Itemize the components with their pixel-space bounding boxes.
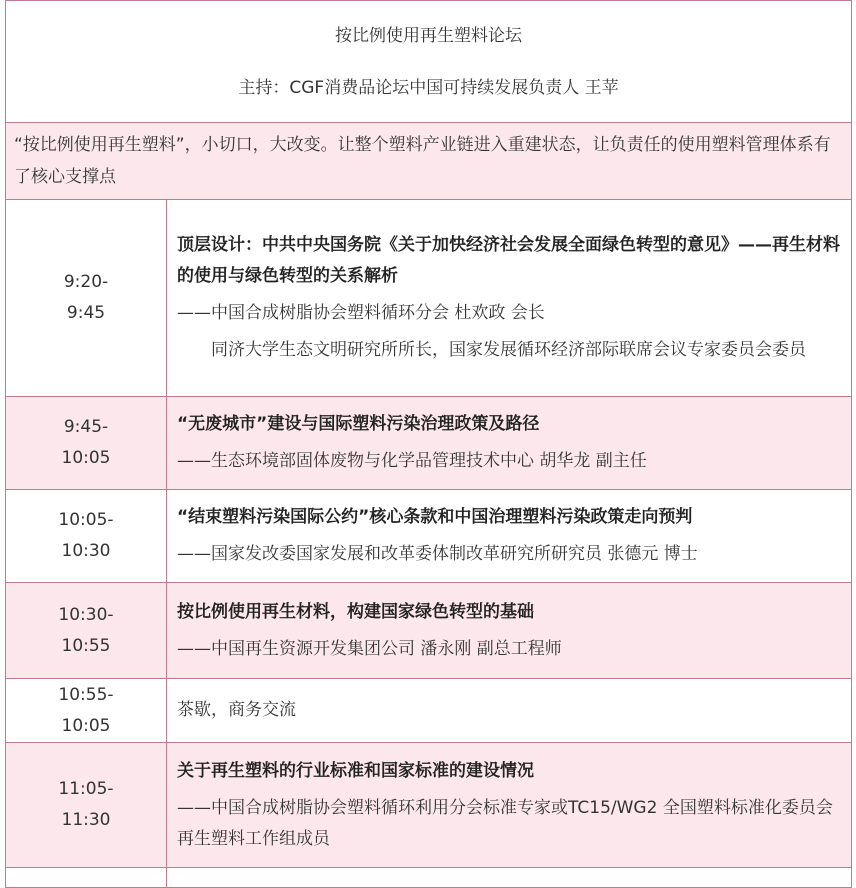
time-end: 10:55 [61,635,111,656]
session-content [167,490,852,583]
time-end: 9:45 [66,303,106,323]
forum-intro: “按比例使用再生塑料”，小切口，大改变。让整个塑料产业链进入重建状态，让负责任的使用塑料管理体系有了核心支撑点 [6,123,852,200]
time-end: 10:05 [61,715,111,736]
forum-header-row [6,1,852,123]
forum-host: 主持：CGF消费品论坛中国可持续发展负责人 王苹 [238,77,619,98]
forum-intro-row [6,123,852,200]
session-time [6,490,167,583]
session-time [6,583,167,679]
session-speaker: ——生态环境部固体废物与化学品管理技术中心 胡华龙 副主任 [177,451,647,471]
session-speaker-extra: 同济大学生态文明研究所所长，国家发展循环经济部际联席会议专家委员会委员 [211,340,806,360]
time-start: 10:05- [58,510,114,530]
session-content [167,200,852,397]
time-start: 9:20- [63,272,109,292]
table-row [6,583,852,679]
forum-title: 按比例使用再生塑料论坛 [335,25,522,46]
session-time [6,200,167,397]
table-row [6,200,852,397]
session-speaker: ——中国再生资源开发集团公司 潘永刚 副总工程师 [177,638,562,659]
time-end: 10:05 [61,448,111,468]
forum-header-cell [6,1,852,123]
session-title: 关于再生塑料的行业标准和国家标准的建设情况 [177,760,534,781]
session-time [6,679,167,743]
session-title: “无废城市”建设与国际塑料污染治理政策及路径 [177,414,540,434]
session-content [167,743,852,868]
session-title: “结束塑料污染国际公约”核心条款和中国治理塑料污染政策走向预判 [177,507,693,527]
session-speaker: ——中国合成树脂协会塑料循环利用分会标准专家或TC15/WG2 全国塑料标准化委员会再生塑料工作组成员 [177,797,833,849]
table-row [6,743,852,868]
time-start: 10:55- [58,684,114,705]
time-end: 10:30 [61,541,111,561]
time-start: 10:30- [58,604,114,625]
session-title: 顶层设计：中共中央国务院《关于加快经济社会发展全面绿色转型的意见》——再生材料的使用与绿色转型的关系解析 [177,235,840,286]
session-content [167,679,852,743]
table-row [6,397,852,490]
time-start: 11:05- [58,779,114,799]
session-speaker: ——中国合成树脂协会塑料循环分会 杜欢政 会长 [177,303,545,323]
session-content [167,583,852,679]
agenda-table [5,0,852,888]
time-end: 11:30 [61,810,111,830]
session-time [6,743,167,868]
time-start: 9:45- [63,417,109,437]
session-speaker: ——国家发改委国家发展和改革委体制改革研究所研究员 张德元 博士 [177,544,698,564]
session-break: 茶歇，商务交流 [177,700,296,720]
session-content [167,397,852,490]
table-row [6,490,852,583]
session-title: 按比例使用再生材料，构建国家绿色转型的基础 [177,601,534,622]
table-row [6,679,852,743]
session-time [6,397,167,490]
